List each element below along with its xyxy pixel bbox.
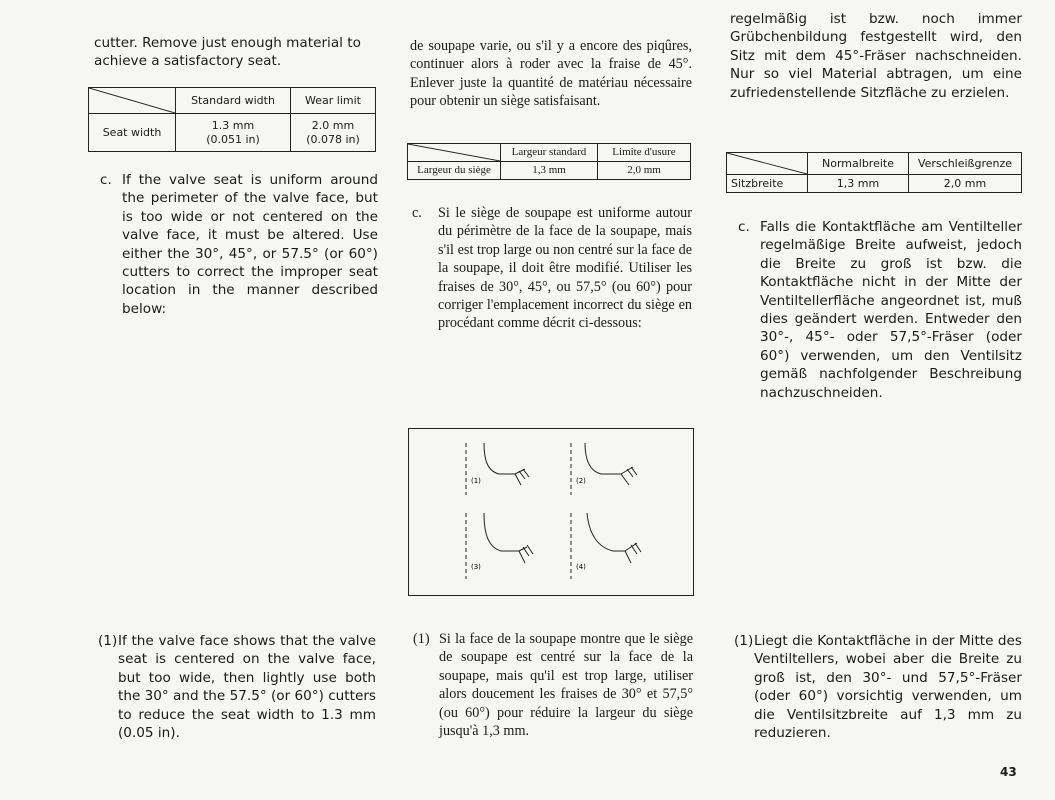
french-step-1-marker: (1) xyxy=(413,631,430,647)
header-verschleissgrenze: Verschleißgrenze xyxy=(909,153,1022,175)
german-step-c-marker: c. xyxy=(738,219,750,235)
cell-verschleissgrenze: 2,0 mm xyxy=(909,175,1022,193)
diagram-1 xyxy=(466,443,529,495)
french-step-c xyxy=(412,204,692,333)
german-step-c xyxy=(738,218,1022,402)
english-step-1-marker: (1) xyxy=(98,633,118,649)
cell-normalbreite: 1,3 mm xyxy=(808,175,909,193)
cell-wear-in: (0.078 in) xyxy=(306,132,360,146)
header-wear-limit: Wear limit xyxy=(291,88,376,114)
valve-seat-diagram-svg xyxy=(409,429,693,595)
table-corner-cell xyxy=(408,144,501,162)
english-step-1-text: If the valve face shows that the valve seat is centered on the valve face, but too wide, then lightly use both the 30° and the 57.5° (or 60°) cutters to reduce the seat width to 1.3 mm (0.05 in). xyxy=(118,633,376,742)
header-largeur-standard: Largeur standard xyxy=(501,144,598,162)
english-step-1 xyxy=(98,632,376,742)
french-step-c-text: Si le siège de soupape est uniforme autour du périmètre de la face de la soupape, mais s'il est trop large ou non centré sur la face de la soupape, il doit être modifié. Utiliser les fraises de 30°, 45°, ou 57,5° (ou 60°) pour corriger l'emplacement incorrect du siège en procédant comme décrit ci-dessous: xyxy=(438,205,692,332)
header-limite-usure: Limite d'usure xyxy=(598,144,691,162)
row-label-largeur-siege: Largeur du siège xyxy=(408,162,501,180)
row-label-seat-width: Seat width xyxy=(89,114,176,152)
german-step-1-marker: (1) xyxy=(734,633,754,649)
table-corner-cell xyxy=(727,153,808,175)
german-step-1-text: Liegt die Kontaktfläche in der Mitte des Ventiltellers, wobei aber die Breite zu groß ist, den 30°- und 57,5°-Fräser (oder 60°) vorsichtig verwenden, um die Ventilsitzbreite auf 1,3 mm zu reduzieren. xyxy=(754,633,1022,742)
french-step-1-text: Si la face de la soupape montre que le siège de soupape est centré sur la face de la soupape, mais qu'il est trop large, utiliser alors doucement les fraises de 30° et 57,5° (ou 60°) pour réduire la largeur du siège jusqu'à 1,3 mm. xyxy=(439,631,693,740)
french-step-c-marker: c. xyxy=(412,205,422,221)
english-step-c-marker: c. xyxy=(100,172,112,188)
diagram-2 xyxy=(571,443,637,495)
page-number: 43 xyxy=(1000,765,1017,779)
german-seat-width-table xyxy=(726,152,1022,193)
english-intro-line1: cutter. Remove just enough material to xyxy=(94,35,361,51)
cell-largeur-standard: 1,3 mm xyxy=(501,162,598,180)
french-intro: de soupape varie, ou s'il y a encore des piqûres, continuer alors à roder avec la fraise de 45°. Enlever juste la quantité de matériau nécessaire pour obtenir un siège satisfaisant. xyxy=(410,38,692,110)
header-standard-width: Standard width xyxy=(176,88,291,114)
english-intro xyxy=(94,34,376,71)
cell-wear-limit xyxy=(291,114,376,152)
header-normalbreite: Normalbreite xyxy=(808,153,909,175)
diagram-label-1: (1) xyxy=(471,477,481,485)
cell-standard-in: (0.051 in) xyxy=(206,132,260,146)
english-step-c xyxy=(100,171,378,318)
german-intro: regelmäßig ist bzw. noch immer Grübchenbildung festgestellt wird, den Sitz mit dem 45°-Fräser nachschneiden. Nur so viel Material abtragen, um eine zufriedenstellende Sitzfläche zu erzielen. xyxy=(730,11,1022,101)
french-step-1 xyxy=(413,630,693,740)
german-step-1 xyxy=(734,632,1022,742)
diagram-label-4: (4) xyxy=(576,563,586,571)
cell-wear-mm: 2.0 mm xyxy=(311,118,355,132)
cell-standard-width xyxy=(176,114,291,152)
english-seat-width-table xyxy=(88,87,376,152)
german-step-c-text: Falls die Kontaktfläche am Ventilteller regelmäßige Breite aufweist, jedoch die Breite zu groß ist bzw. die Kontaktfläche nicht in der Mitte der Ventiltellerfläche angeordnet ist, muß dies geändert werden. Entweder den 30°-, 45°- oder 57,5°-Fräser (oder 60°) verwenden, um den Ventilsitz gemäß nachfolgender Beschreibung nachzuschneiden. xyxy=(760,219,1022,401)
cell-standard-mm: 1.3 mm xyxy=(211,118,255,132)
french-seat-width-table xyxy=(407,143,691,180)
valve-seat-diagram xyxy=(408,428,694,596)
english-intro-line2: achieve a satisfactory seat. xyxy=(94,53,282,70)
cell-limite-usure: 2,0 mm xyxy=(598,162,691,180)
english-step-c-text: If the valve seat is uniform around the perimeter of the valve face, but is too wide or not centered on the valve face, it must be altered. Use either the 30°, 45°, or 57.5° (or 60°) cutters to correct the improper seat location in the manner described below: xyxy=(122,172,378,317)
row-label-sitzbreite: Sitzbreite xyxy=(727,175,808,193)
diagram-label-3: (3) xyxy=(471,563,481,571)
table-corner-cell xyxy=(89,88,176,114)
diagram-label-2: (2) xyxy=(576,477,586,485)
